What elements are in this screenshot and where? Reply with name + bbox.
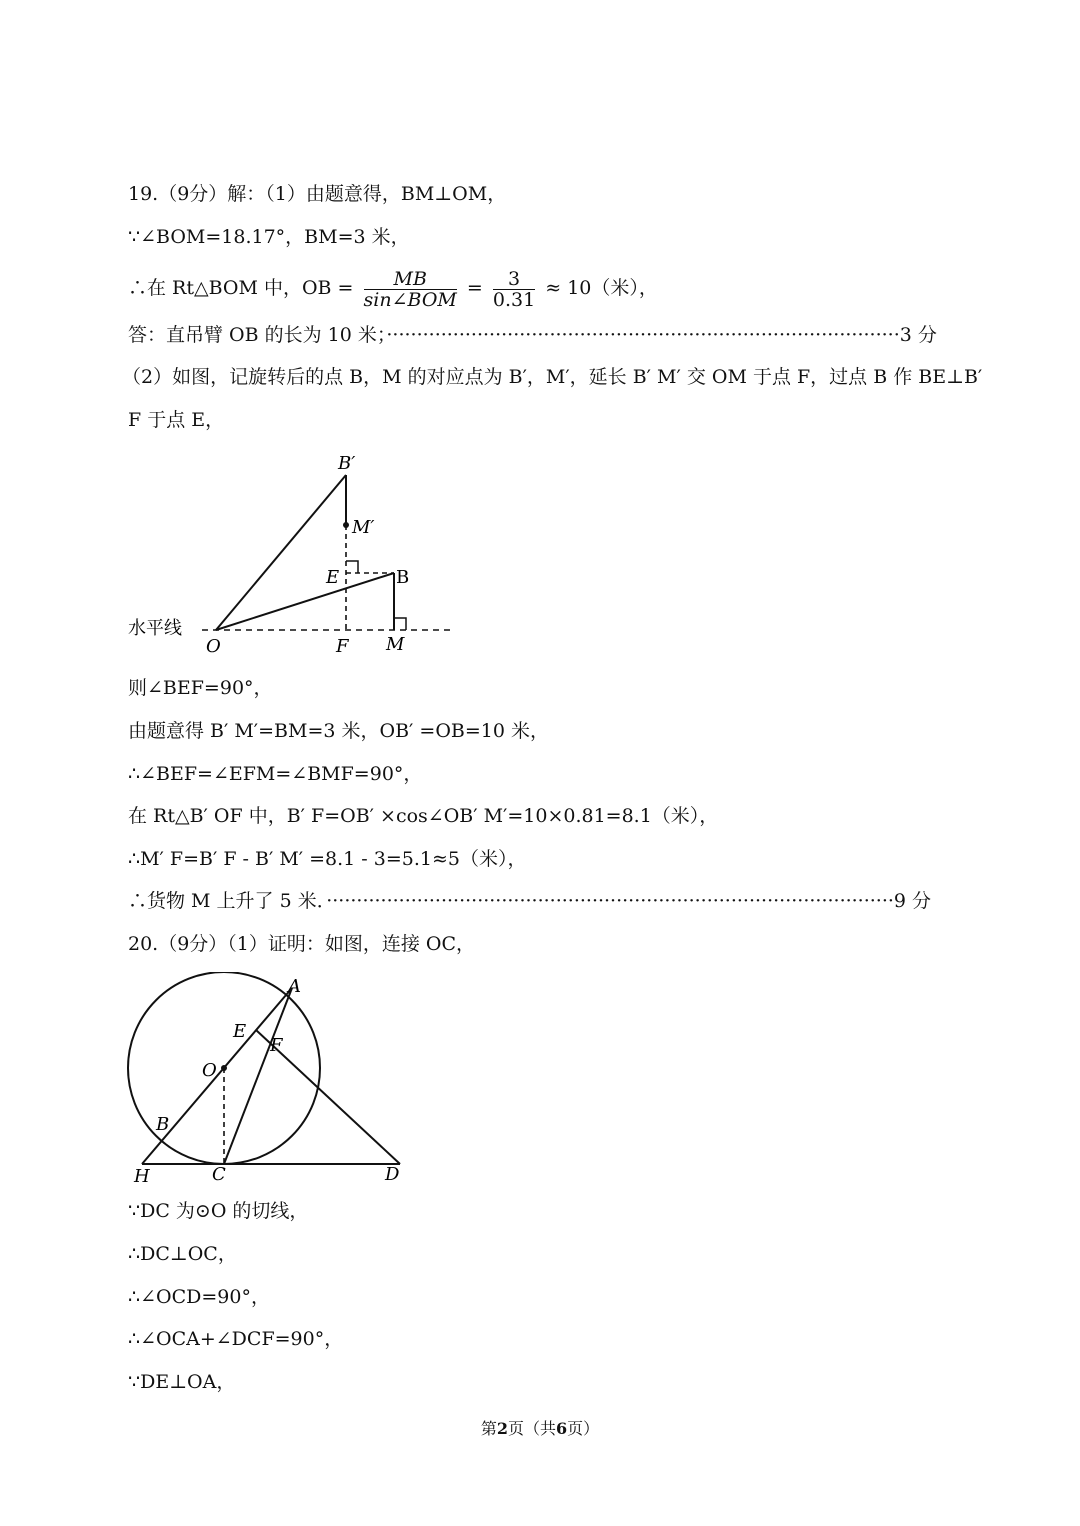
q19-line-4: 答：直吊臂 OB 的长为 10 米；·····················································································3 分 bbox=[128, 324, 937, 346]
fraction-mb-over-sin bbox=[364, 269, 457, 310]
label-horizontal: 水平线 bbox=[128, 618, 182, 639]
label-B: B bbox=[396, 567, 410, 588]
q20-line-3: ∴DC⊥OC， bbox=[128, 1243, 237, 1265]
q19-line-3-post: ≈ 10（米）， bbox=[545, 277, 658, 299]
q19-line-10: 在 Rt△B′ OF 中，B′ F=OB′ ×cos∠OB′ M′=10×0.81=8.1（米）， bbox=[128, 805, 719, 827]
fraction-numerator: MB bbox=[364, 269, 457, 290]
point-O bbox=[221, 1065, 227, 1071]
label-B: B bbox=[156, 1114, 170, 1135]
crane-diagram bbox=[120, 445, 460, 660]
label-H: H bbox=[134, 1166, 150, 1187]
page-footer bbox=[0, 1416, 1080, 1439]
footer-middle: 页（共 bbox=[507, 1419, 556, 1438]
fraction-denominator: sin∠BOM bbox=[363, 288, 457, 311]
q19-line-2: ∵∠BOM=18.17°，BM=3 米， bbox=[128, 226, 410, 248]
point-Mp bbox=[343, 522, 349, 528]
q20-line-6: ∵DE⊥OA， bbox=[128, 1371, 236, 1393]
label-O: O bbox=[202, 1060, 217, 1081]
footer-page-number: 2 bbox=[496, 1419, 508, 1438]
segment-OB bbox=[216, 573, 394, 630]
q19-line-5: （2）如图，记旋转后的点 B，M 的对应点为 B′，M′，延长 B′ M′ 交 OM 于点 F，过点 B 作 BE⊥B′ bbox=[122, 366, 983, 388]
right-angle-E bbox=[346, 561, 358, 573]
label-Mp: M′ bbox=[352, 517, 375, 538]
equals-sign: = bbox=[466, 277, 483, 299]
segment-OBp bbox=[216, 475, 346, 630]
label-M: M bbox=[386, 634, 405, 655]
fraction-numerator: 3 bbox=[493, 269, 535, 290]
q19-line-8: 由题意得 B′ M′=BM=3 米，OB′ =OB=10 米， bbox=[128, 720, 549, 742]
q20-line-1: 20.（9分）（1）证明：如图，连接 OC， bbox=[128, 933, 476, 955]
right-angle-M bbox=[394, 618, 406, 630]
q19-line-7: 则∠BEF=90°， bbox=[128, 677, 273, 699]
q19-line-3 bbox=[128, 266, 658, 310]
circle-tangent-diagram bbox=[120, 972, 420, 1192]
fraction-3-over-031 bbox=[493, 269, 535, 310]
label-F: F bbox=[336, 636, 349, 657]
q20-line-2: ∵DC 为⊙O 的切线， bbox=[128, 1200, 309, 1222]
label-F: F bbox=[270, 1035, 283, 1056]
segment-CA bbox=[224, 988, 292, 1164]
q19-line-1: 19.（9分）解：（1）由题意得，BM⊥OM， bbox=[128, 183, 507, 205]
label-D: D bbox=[385, 1164, 400, 1185]
footer-total-pages: 6 bbox=[556, 1419, 568, 1438]
label-O: O bbox=[206, 636, 221, 657]
q19-line-12: ∴货物 M 上升了 5 米．······························································································9 分 bbox=[128, 890, 932, 912]
q20-line-5: ∴∠OCA+∠DCF=90°， bbox=[128, 1328, 344, 1350]
q19-line-6: F 于点 E， bbox=[128, 409, 225, 431]
q19-line-9: ∴∠BEF=∠EFM=∠BMF=90°， bbox=[128, 763, 423, 785]
segment-HA bbox=[142, 988, 292, 1164]
label-A: A bbox=[288, 976, 301, 997]
footer-prefix: 第 bbox=[480, 1419, 497, 1438]
label-E: E bbox=[233, 1021, 247, 1042]
q19-line-3-pre: ∴在 Rt△BOM 中，OB = bbox=[128, 277, 354, 299]
footer-suffix: 页） bbox=[567, 1419, 600, 1438]
label-C: C bbox=[212, 1164, 226, 1185]
fraction-denominator: 0.31 bbox=[492, 288, 536, 311]
q19-line-11: ∴M′ F=B′ F - B′ M′ =8.1 - 3=5.1≈5（米）， bbox=[128, 848, 527, 870]
label-E: E bbox=[326, 567, 340, 588]
q20-line-4: ∴∠OCD=90°， bbox=[128, 1286, 270, 1308]
label-Bp: B′ bbox=[338, 453, 356, 474]
